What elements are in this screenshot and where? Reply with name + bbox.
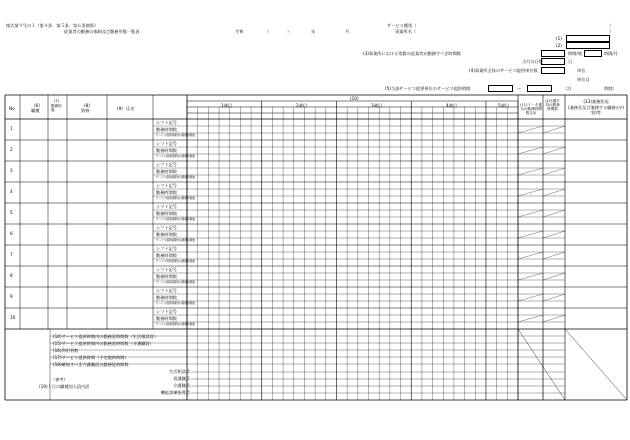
diagonal-mark [543, 231, 565, 238]
service-hours-label: サービス提供時間内の勤務時間数 [156, 302, 195, 305]
form-label: 様式第９号の３（第４条、第５条、第６条関係） [6, 23, 99, 28]
service-units-field[interactable] [541, 67, 565, 74]
diagonal-mark [543, 315, 565, 322]
service-hours-label: サービス提供時間内の勤務時間数 [156, 197, 195, 200]
end-time-field[interactable] [527, 85, 552, 92]
diagonal-mark [518, 273, 543, 280]
row-number: 6 [10, 231, 13, 236]
diagonal-mark [543, 168, 565, 175]
row-number: 1 [10, 126, 13, 131]
row-number: 7 [10, 252, 13, 257]
shift-code-label: シフト記号 [156, 225, 177, 230]
work-hours-label: 勤務時間数 [156, 148, 177, 153]
diagonal-mark [543, 252, 565, 259]
week-3-label: 3週目 [371, 103, 383, 108]
row-number: 9 [10, 294, 13, 299]
col-10-header: (10) [350, 96, 359, 101]
shift-code-label: シフト記号 [156, 246, 177, 251]
shift-code-label: シフト記号 [156, 141, 177, 146]
office-name-label: 事業所名（ [395, 29, 416, 34]
diagonal-mark [543, 147, 565, 154]
week-5-label: 5週目 [498, 103, 510, 108]
shift-code-label: シフト記号 [156, 309, 177, 314]
col-8-sub: 資格 [81, 108, 90, 113]
era-label: 令和 [235, 29, 244, 34]
month-unit: 月 [345, 29, 350, 34]
col-7-header: (7) [54, 99, 60, 103]
service-hours-label: サービス提供時間内の勤務時間数 [156, 239, 195, 242]
summary-line: (15)サービス提供時間内の勤務延時間数（介護職員） [53, 341, 154, 346]
diagonal-mark [518, 210, 543, 217]
shift-code-label: シフト記号 [156, 204, 177, 209]
year-open-paren: （ [265, 29, 270, 34]
tilde-separator: ～ [517, 86, 522, 91]
col-no-header: No [9, 106, 15, 111]
shift-code-label: シフト記号 [156, 267, 177, 272]
row-number: 4 [10, 189, 13, 194]
col-6-header: (6) [34, 103, 40, 108]
work-hours-label: 勤務時間数 [156, 169, 177, 174]
year-unit: 年 [311, 29, 316, 34]
summary-line: (18)確保すべき介護職員の勤務延時間数 [53, 362, 129, 367]
row-number: 3 [10, 168, 13, 173]
week-2-label: 2週目 [296, 103, 308, 108]
hours-per-week-field[interactable] [541, 50, 565, 57]
diagonal-mark [543, 294, 565, 301]
diagonal-mark [543, 189, 565, 196]
shift-code-label: シフト記号 [156, 183, 177, 188]
diagonal-mark [518, 252, 543, 259]
diagonal-mark [518, 147, 543, 154]
work-hours-label: 勤務時間数 [156, 316, 177, 321]
diagonal-mark [518, 315, 543, 322]
service-hours-label: サービス提供時間内の勤務時間数 [156, 176, 195, 179]
col-13-header: (13)兼務状況 [583, 99, 609, 104]
shift-code-label: シフト記号 [156, 120, 177, 125]
work-hours-label: 勤務時間数 [156, 274, 177, 279]
work-hours-label: 勤務時間数 [156, 127, 177, 132]
row-number: 8 [10, 273, 13, 278]
hours-per-month-unit: 時間/月 [604, 51, 618, 56]
work-hours-label: 勤務時間数 [156, 232, 177, 237]
diagonal-mark [518, 168, 543, 175]
col-13-sub: (兼務先及び兼務する職務の内容)等 [567, 105, 625, 115]
summary-line: (17)サービス提供時間（予定提供時間） [53, 355, 129, 360]
reference-desc: (19)１日の職種別人員内訳 [39, 384, 90, 389]
service-hours-label: サービス提供時間内の勤務時間数 [156, 134, 195, 137]
row-number: 5 [10, 210, 13, 215]
diagonal-mark [518, 189, 543, 196]
office-name-close: ） [609, 29, 614, 34]
diagonal-mark [565, 329, 627, 400]
page-title: 従業者の勤務の体制及び勤務形態一覧表 [64, 29, 140, 34]
col-12-header: (12)週平均の勤務時間数 [545, 99, 560, 111]
day-unit: 日 [568, 59, 573, 64]
col-9-sub: 氏名 [126, 106, 135, 111]
summary-line: (14)サービス提供時間内の勤務延時間数（生活相談員） [53, 334, 158, 339]
shift-code-label: シフト記号 [156, 288, 177, 293]
row-number: 10 [10, 315, 16, 320]
diagonal-mark [518, 294, 543, 301]
col-7-sub: 勤務形態 [51, 104, 62, 112]
staff-breakdown-item: 看護職員 [173, 376, 190, 381]
total-label: （計 [563, 86, 572, 91]
year-close-paren: ） [287, 29, 292, 34]
staff-breakdown-item: 機能訓練指導員 [160, 390, 190, 395]
service-type-label: サービス種別（ [387, 23, 417, 28]
item-1-label: (1) [556, 36, 562, 41]
col-6-sub: 職種 [31, 108, 40, 113]
diagonal-mark [518, 231, 543, 238]
summary-line: (16)利用者数 [53, 348, 79, 353]
col-9-header: (9) [117, 106, 123, 111]
staff-breakdown-item: 介護職員 [173, 383, 190, 388]
work-hours-label: 勤務時間数 [156, 253, 177, 258]
item-3-label: (3)事業所における常勤の従業者が勤務すべき時間数 [363, 51, 461, 56]
service-hours-label: サービス提供時間内の勤務時間数 [156, 260, 195, 263]
item-5-label: (5)当該サービス提供単位のサービス提供時間 [385, 86, 471, 91]
service-hours-label: サービス提供時間内の勤務時間数 [156, 281, 195, 284]
days-in-month-field[interactable] [541, 58, 565, 65]
unit-ordinal-label: 単位目 [577, 77, 590, 82]
work-hours-label: 勤務時間数 [156, 295, 177, 300]
days-in-month-label: 当月の日数 [522, 59, 543, 64]
shift-code-label: シフト記号 [156, 162, 177, 167]
diagonal-mark [518, 329, 565, 400]
work-hours-label: 勤務時間数 [156, 190, 177, 195]
item-4-label: (4)事業所全体のサービス提供単位数 [469, 68, 538, 73]
diagonal-mark [518, 126, 543, 133]
item-2-field[interactable] [566, 42, 610, 49]
service-hours-label: サービス提供時間内の勤務時間数 [156, 218, 195, 221]
diagonal-mark [543, 273, 565, 280]
item-1-field[interactable] [566, 35, 610, 42]
total-hours-unit: 時間） [604, 86, 617, 91]
service-hours-label: サービス提供時間内の勤務時間数 [156, 323, 195, 326]
unit-label: 単位 [577, 68, 586, 73]
col-8-header: (8) [84, 103, 90, 108]
diagonal-mark [543, 210, 565, 217]
work-hours-label: 勤務時間数 [156, 211, 177, 216]
service-type-close: ） [609, 23, 614, 28]
week-4-label: 4週目 [446, 103, 458, 108]
week-1-label: 1週目 [221, 103, 233, 108]
diagonal-mark [543, 126, 565, 133]
item-2-label: (2) [556, 43, 562, 48]
staff-breakdown-item: 生活相談員 [169, 369, 190, 374]
row-number: 2 [10, 147, 13, 152]
hours-per-week-unit: 時間/週 [568, 51, 582, 56]
service-hours-label: サービス提供時間内の勤務時間数 [156, 155, 195, 158]
reference-label: （参考） [51, 377, 68, 382]
start-time-field[interactable] [488, 85, 513, 92]
hours-per-month-field[interactable] [584, 50, 602, 57]
col-11-header: (11)１～４週目の勤務時間数合計 [520, 103, 542, 115]
